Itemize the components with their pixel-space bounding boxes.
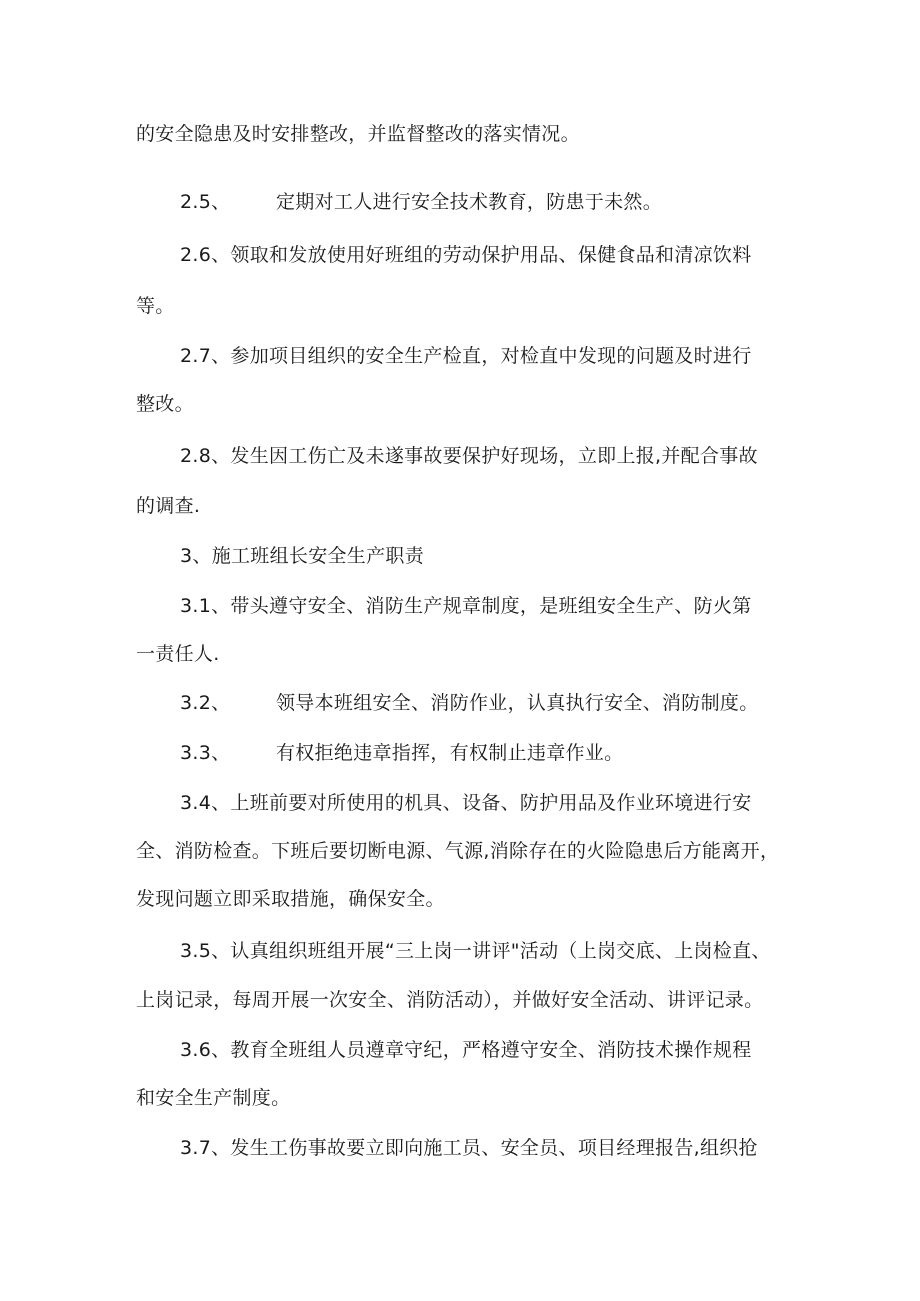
paragraph-line: 3.1、带头遵守安全、消防生产规章制度，是班组安全生产、防火第 [180,595,752,617]
paragraph-line: 全、消防检查。下班后要切断电源、气源,消除存在的火险隐患后方能离开， [136,840,780,862]
paragraph-line: 2.8、发生因工伤亡及未遂事故要保护好现场，立即上报,并配合事故 [180,445,758,467]
paragraph-line: 等。 [136,295,175,317]
clause-number: 3.3、 [180,742,231,764]
paragraph-line: 3.5、认真组织班组开展“三上岗一讲评"活动（上岗交底、上岗检直、 [180,940,771,962]
paragraph-line: 发现问题立即采取措施，确保安全。 [136,888,445,910]
paragraph-line: 定期对工人进行安全技术教育，防患于未然。 [276,191,663,213]
paragraph-line: 3.4、上班前要对所使用的机具、设备、防护用品及作业环境进行安 [180,792,752,814]
paragraph-line: 和安全生产制度。 [136,1087,291,1109]
clause-number: 2.5、 [180,191,231,213]
section-heading: 3、施工班组长安全生产职责 [180,545,424,567]
paragraph-line: 2.6、领取和发放使用好班组的劳动保护用品、保健食品和清凉饮料 [180,244,752,266]
paragraph-line: 一责任人. [136,643,220,665]
paragraph-line: 3.6、教育全班组人员遵章守纪，严格遵守安全、消防技术操作规程 [180,1039,752,1061]
paragraph-line: 的调查. [136,495,201,517]
paragraph-line: 上岗记录，每周开展一次安全、消防活动），并做好安全活动、讲评记录。 [136,989,764,1011]
paragraph-line: 有权拒绝违章指挥，有权制止违章作业。 [276,742,624,764]
paragraph-line: 的安全隐患及时安排整改，并监督整改的落实情况。 [136,123,580,145]
paragraph-line: 整改。 [136,393,194,415]
paragraph-line: 2.7、参加项目组织的安全生产检直，对检直中发现的问题及时进行 [180,345,752,367]
paragraph-line: 领导本班组安全、消防作业，认真执行安全、消防制度。 [276,692,759,714]
clause-number: 3.2、 [180,692,231,714]
paragraph-line: 3.7、发生工伤事故要立即向施工员、安全员、项目经理报告,组织抢 [180,1137,758,1159]
